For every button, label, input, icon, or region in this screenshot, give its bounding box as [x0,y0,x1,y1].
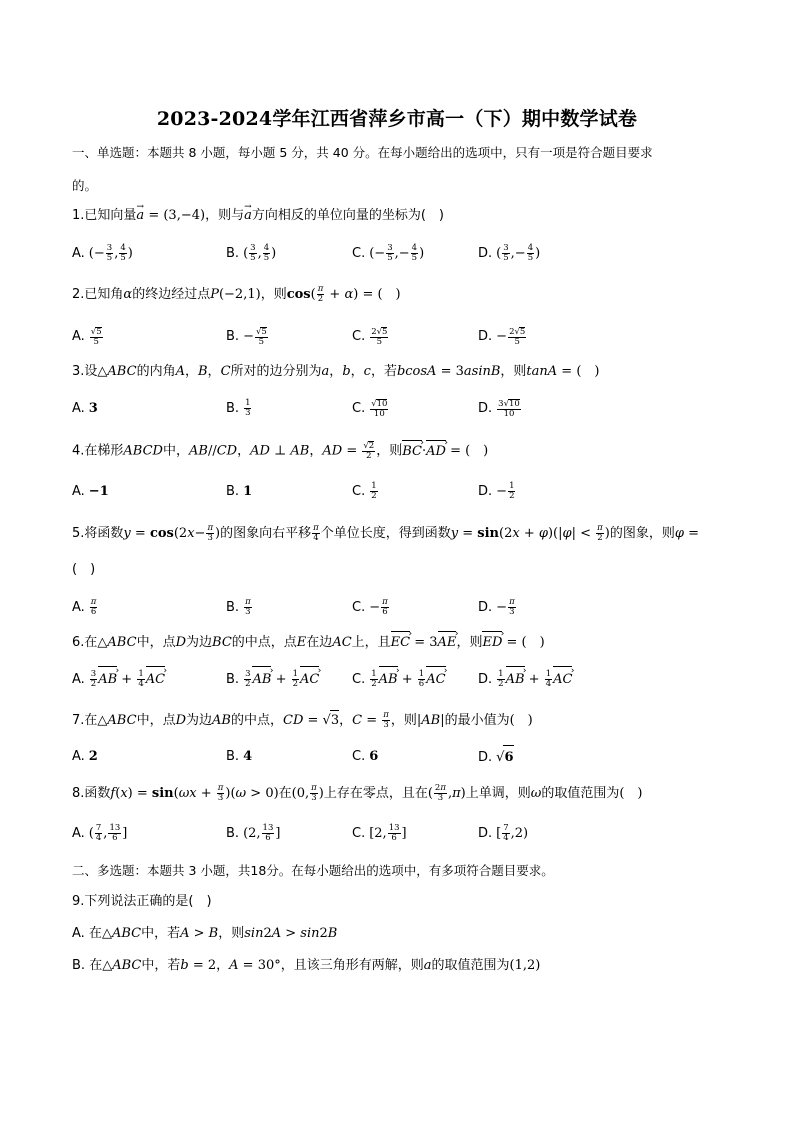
question-7-option-a: A. 2 [72,749,98,764]
question-3-options [72,397,722,421]
question-5-stem-cont: ( ) [72,562,96,577]
question-3-option-a: A. 3 [72,401,98,416]
question-9-statement-a: A. 在△ABC中，若A > B，则sin2A > sin2B [72,926,338,941]
question-5-stem: 5.将函数y = cos(2x− $\frac{\pi}{3}$ )的图象向右平移 $\frac{\pi}{4}$ 个单位长度，得到函数y = sin(2x + φ)(|φ| < $\frac{\pi}{2}$ )的图象，则φ = [72,523,699,543]
question-1-option-a: A. (− $\frac{3}{5}$ , $\frac{4}{5}$ ) [72,243,133,263]
question-2-option-c: C. $\frac{2√5}{5}$ [352,326,388,347]
question-4-option-c: C. $\frac{1}{2}$ [352,481,377,501]
question-7-option-b: B. 4 [226,749,253,764]
question-5-options [72,596,722,620]
question-6-option-c: C. $\frac{1}{2}$ AB › + $\frac{1}{6}$ AC › [352,668,446,692]
question-8-option-b: B. (2, $\frac{13}{6}$ ] [226,823,281,843]
question-2-options [72,325,722,349]
question-4-stem: 4.在梯形ABCD中，AB//CD，AD ⊥ AB，AD = $\frac{√2}{2}$ ，则BC ›·AD › = ( ) [72,441,488,462]
section1-heading-line2: 的。 [72,178,98,193]
question-2-option-a: A. $\frac{√5}{5}$ [72,326,102,347]
question-1-stem: 1.已知向量→ a = (3,−4)，则与→ a方向相反的单位向量的坐标为( ) [72,206,444,226]
question-2-option-d: D. − $\frac{2√5}{5}$ [478,326,526,347]
question-4-options [72,480,722,504]
section2-heading: 二、多选题：本题共 3 小题，共18分。在每小题给出的选项中，有多项符合题目要求。 [72,863,554,878]
question-5-option-b: B. $\frac{\pi}{3}$ [226,597,251,617]
question-8-stem: 8.函数f(x) = sin(ωx + $\frac{\pi}{3}$ )(ω > 0)在(0, $\frac{\pi}{3}$ )上存在零点，且在( $\frac{2\pi}{3}$ ,π)上单调，则ω的取值范围为( ) [72,783,643,803]
question-5-option-d: D. − $\frac{\pi}{3}$ [478,597,515,617]
question-4-option-a: A. −1 [72,484,109,499]
question-8-option-c: C. [2, $\frac{13}{6}$ ] [352,823,407,843]
question-1-option-d: D. ( $\frac{3}{5}$ ,− $\frac{4}{5}$ ) [478,243,541,263]
question-3-stem: 3.设△ABC的内角A，B，C所对的边分别为a，b，c，若bcosA = 3asinB，则tanA = ( ) [72,364,600,379]
question-6-options [72,668,722,692]
question-4-option-d: D. − $\frac{1}{2}$ [478,481,515,501]
question-5-option-a: A. $\frac{\pi}{6}$ [72,597,97,617]
question-1-option-b: B. ( $\frac{3}{5}$ , $\frac{4}{5}$ ) [226,243,277,263]
question-1-option-c: C. (− $\frac{3}{5}$ ,− $\frac{4}{5}$ ) [352,243,425,263]
question-5-option-c: C. − $\frac{\pi}{6}$ [352,597,388,617]
question-7-stem: 7.在△ABC中，点D为边AB的中点，CD = √3，C = $\frac{\pi}{3}$ ，则|AB|的最小值为( ) [72,710,533,730]
question-8-option-d: D. [ $\frac{7}{4}$ ,2) [478,823,529,843]
question-4-option-b: B. 1 [226,484,253,499]
question-8-options [72,822,722,846]
question-2-option-b: B. − $\frac{√5}{5}$ [226,326,267,347]
section1-heading-line1: 一、单选题：本题共 8 小题，每小题 5 分，共 40 分。在每小题给出的选项中，只有一项是符合题目要求 [72,145,653,160]
question-3-option-c: C. $\frac{√10}{10}$ [352,398,388,419]
question-6-stem: 6.在△ABC中，点D为边BC的中点，点E在边AC上，且EC › = 3AE ›，则ED › = ( ) [72,633,545,653]
question-2-stem: 2.已知角α的终边经过点P(−2,1)，则cos( $\frac{\pi}{2}$ + α) = ( ) [72,284,401,304]
question-7-option-c: C. 6 [352,749,379,764]
question-3-option-b: B. $\frac{1}{3}$ [226,398,251,418]
exam-title: 2023-2024学年江西省萍乡市高一（下）期中数学试卷 [156,108,638,130]
question-9-stem: 9.下列说法正确的是( ) [72,894,212,909]
question-3-option-d: D. $\frac{3√10}{10}$ [478,398,520,419]
question-1-options [72,242,722,266]
question-9-statement-b: B. 在△ABC中，若b = 2，A = 30°，且该三角形有两解，则a的取值范围为(1,2) [72,958,541,973]
question-7-option-d: D. √6 [478,745,514,770]
question-7-options [72,745,722,769]
question-8-option-a: A. ( $\frac{7}{4}$ , $\frac{13}{6}$ ] [72,823,128,843]
question-6-option-a: A. $\frac{3}{2}$ AB › + $\frac{1}{4}$ AC › [72,668,165,692]
question-6-option-b: B. $\frac{3}{2}$ AB › + $\frac{1}{2}$ AC › [226,668,319,692]
question-6-option-d: D. $\frac{1}{2}$ AB › + $\frac{1}{4}$ AC › [478,668,572,692]
